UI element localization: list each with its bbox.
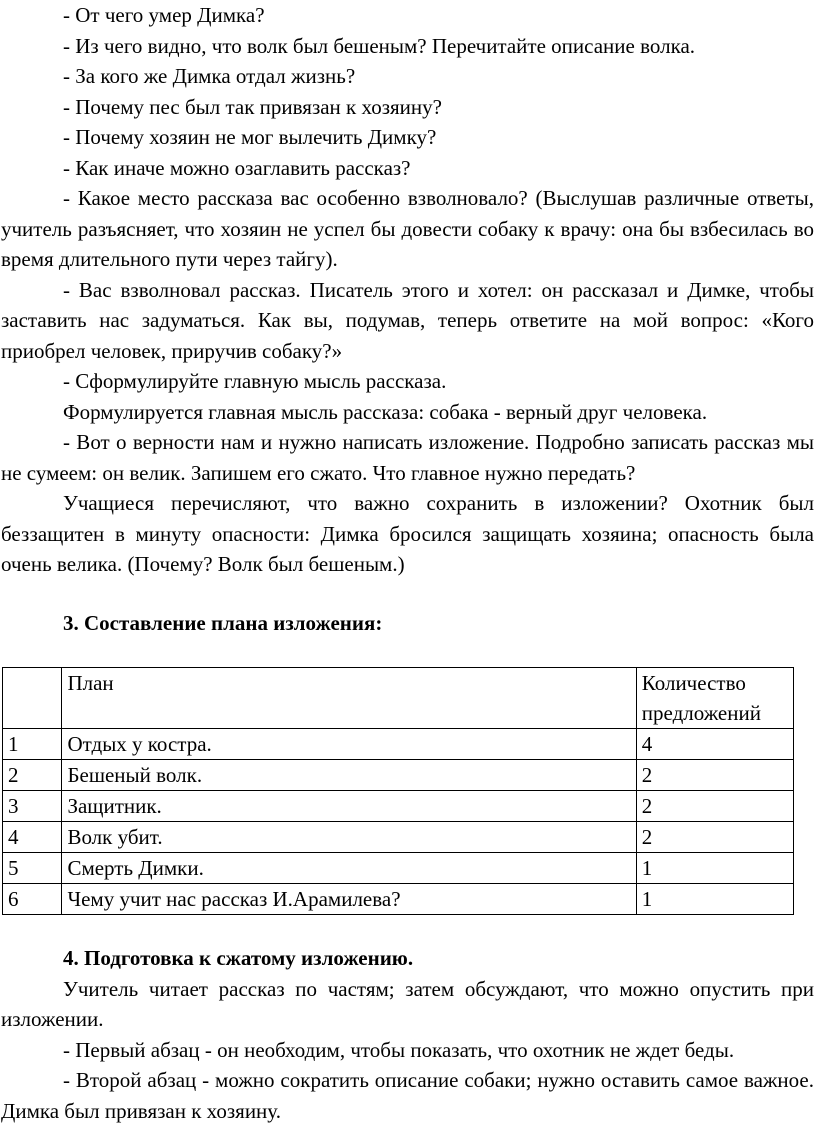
table-row (3, 791, 794, 822)
row-plan-cell: Бешеный волк. (62, 760, 636, 791)
row-num-cell: 2 (3, 760, 62, 791)
row-plan-cell: Чему учит нас рассказ И.Арамилева? (62, 884, 636, 915)
header-num-cell (3, 668, 62, 729)
table-row (3, 729, 794, 760)
row-count-cell: 2 (636, 822, 793, 853)
row-count-cell: 2 (636, 760, 793, 791)
row-count-cell: 2 (636, 791, 793, 822)
row-count-cell: 4 (636, 729, 793, 760)
header-plan-cell: План (62, 668, 636, 729)
paragraph: - Вот о верности нам и нужно написать изложение. Подробно записать рассказ мы не сумеем: он велик. Запишем его сжато. Что главное нужно передать? (1, 430, 814, 485)
row-plan-cell: Волк убит. (62, 822, 636, 853)
row-plan-cell: Смерть Димки. (62, 853, 636, 884)
paragraph: - Сформулируйте главную мысль рассказа. (63, 369, 447, 393)
paragraph: Формулируется главная мысль рассказа: собака - верный друг человека. (63, 399, 708, 424)
paragraph: - Второй абзац - можно сократить описание собаки; нужно оставить самое важное. Димка был привязан к хозяину. (1, 1068, 814, 1123)
paragraph: - От чего умер Димка? (63, 3, 265, 27)
paragraph: - Первый абзац - он необходим, чтобы показать, что охотник не ждет беды. (63, 1037, 735, 1062)
row-num-cell: 1 (3, 729, 62, 760)
paragraph: - Почему пес был так привязан к хозяину? (63, 94, 442, 119)
row-plan-cell: Защитник. (62, 791, 636, 822)
section-3-heading: 3. Составление плана изложения: (63, 610, 383, 635)
header-count-cell: Количество предложений (636, 668, 793, 729)
table-row (3, 822, 794, 853)
table-row (3, 853, 794, 884)
row-num-cell: 5 (3, 853, 62, 884)
plan-table (2, 667, 794, 915)
table-header-row (3, 668, 794, 729)
row-count-cell: 1 (636, 884, 793, 915)
section-4-heading: 4. Подготовка к сжатому изложению. (63, 946, 414, 970)
questions-block (1, 0, 814, 580)
paragraph: Учащиеся перечисляют, что важно сохранить в изложении? Охотник был беззащитен в минуту опасности: Димка бросился защищать хозяина; опасность была очень велика. (Почему? Волк был бешеным.) (1, 491, 814, 576)
row-num-cell: 6 (3, 884, 62, 915)
row-count-cell: 1 (636, 853, 793, 884)
paragraph: Учитель читает рассказ по частям; затем обсуждают, что можно опустить при изложении. (1, 976, 814, 1031)
paragraph: - Из чего видно, что волк был бешеным? Перечитайте описание волка. (63, 33, 696, 58)
paragraph: - Какое место рассказа вас особенно взволновало? (Выслушав различные ответы, учитель разъясняет, что хозяин не успел бы довести собаку к врачу: она бы взбесилась во время длительного пути через тайгу). (1, 186, 814, 271)
paragraph: - Почему хозяин не мог вылечить Димку? (63, 125, 437, 149)
table-row (3, 760, 794, 791)
paragraph: - Как иначе можно озаглавить рассказ? (63, 155, 411, 180)
row-plan-cell: Отдых у костра. (62, 729, 636, 760)
paragraph: - За кого же Димка отдал жизнь? (63, 64, 356, 88)
row-num-cell: 3 (3, 791, 62, 822)
paragraph: - Вас взволновал рассказ. Писатель этого и хотел: он рассказал и Димке, чтобы заставить нас задуматься. Как вы, подумав, теперь ответите на мой вопрос: «Кого приобрел человек, приручив собаку?» (1, 277, 814, 363)
table-row (3, 884, 794, 915)
row-num-cell: 4 (3, 822, 62, 853)
